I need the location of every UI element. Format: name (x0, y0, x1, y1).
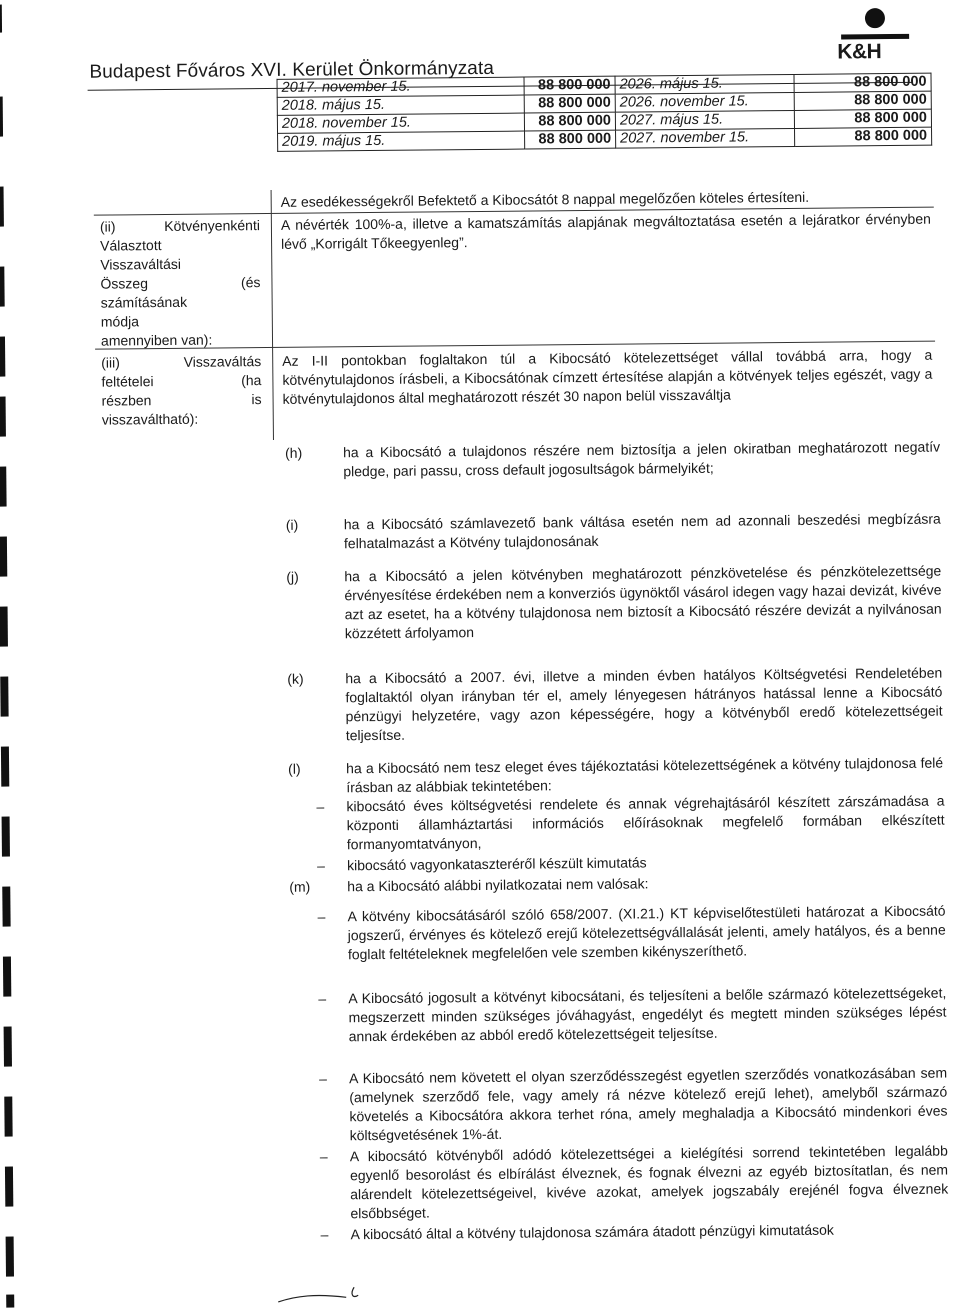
section-iii-label-line: visszaváltható): (101, 410, 199, 428)
schedule-date: 2026. november 15. (615, 92, 794, 112)
list-item (288, 754, 943, 798)
scan-mark (0, 5, 2, 33)
schedule-amount: 88 800 000 (795, 127, 932, 146)
section-ii-label-line: amennyiben van): (100, 331, 213, 349)
item-key: (i) (285, 516, 299, 533)
item-key: (l) (288, 760, 301, 777)
scan-mark (2, 817, 10, 857)
item-text: ha a Kibocsátó a jelen kötvényben meghatározott pénzkövetelése és pénzkötelezettsége érvényesítése érdekében nem a konverziós ügynöktől vásárol idegen vagy hazai devizát, kivéve azt az esetet, ha a kötvény tulajdonosa nem biztosít a Kibocsátó részére devizát a nyilvánosan közzétett árfolyamon (344, 562, 942, 642)
signature-mark (276, 1283, 396, 1305)
schedule-date: 2026. május 15. (615, 74, 794, 94)
schedule-body (277, 73, 932, 151)
schedule-amount: 88 800 000 (524, 76, 615, 95)
section-iii-label-line: részben is (101, 391, 262, 409)
scan-mark (0, 677, 8, 717)
dash-marker: – (316, 857, 325, 874)
list-item (316, 792, 945, 855)
schedule-date: 2018. november 15. (277, 113, 524, 133)
section-iii-label-line: feltételei (ha (101, 372, 262, 390)
scan-mark (0, 187, 4, 227)
list-item (319, 1064, 948, 1146)
scan-mark (4, 1027, 12, 1067)
schedule-amount: 88 800 000 (794, 109, 931, 128)
section-ii-label-line: módja (100, 313, 140, 330)
schedule-date: 2027. november 15. (616, 128, 795, 148)
bullet-text: kibocsátó vagyonkataszteréről készült kimutatás (346, 854, 647, 874)
schedule-date: 2019. május 15. (278, 131, 525, 151)
schedule-amount: 88 800 000 (524, 112, 615, 131)
bank-logo (829, 6, 920, 69)
scan-mark (0, 267, 5, 307)
dash-marker: – (317, 908, 326, 925)
item-text: ha a Kibocsátó a 2007. évi, illetve a minden évben hatályos Költségvetési Rendeletében foglaltaktól olyan irányban tér el, amely lényegesen hátrányos hatással lenne a Kibocsátó pénzügyi helyzetére, vagy azon képességére, hogy a kötvényből eredő kötelezettségeit teljesítse. (345, 664, 943, 744)
list-item (289, 872, 944, 897)
section-iii-label (101, 352, 262, 430)
schedule-date: 2027. május 15. (615, 110, 794, 130)
logo-text: K&H (837, 40, 882, 64)
bullet-text: A Kibocsátó nem követett el olyan szerződésszegést egyetlen szerződés vonatkozásában sem (amelynek szerződő fele, vagy amely rá nézve kötelező erejű lehet), amelyből származó követelés a Kibocsátóra akkora terhet róna, amely meghaladja a Kibocsátó mindenkori éves költségvetésének 1%-át. (349, 1064, 948, 1144)
schedule-amount: 88 800 000 (794, 73, 931, 92)
item-text: ha a Kibocsátó nem tesz eleget éves tájékoztatási kötelezettségének a kötvény tulajdonosa felé írásban az alábbiak tekintetében: (346, 754, 944, 796)
logo-ball-icon (865, 8, 885, 28)
dash-marker: – (316, 798, 325, 815)
list-item (286, 510, 941, 554)
page-title: Budapest Főváros XVI. Kerület Önkormányzata (89, 57, 495, 83)
list-item (317, 902, 946, 965)
scan-mark (5, 1167, 13, 1207)
scan-marks (0, 0, 954, 5)
list-item (287, 664, 943, 746)
item-text: ha a Kibocsátó a tulajdonos részére nem biztosítja a jelen okiratban meghatározott negatív pledge, pari passu, cross default jogosultságok bármelyikét; (343, 438, 941, 480)
form-divider (271, 190, 274, 440)
list-item (321, 1220, 949, 1245)
bullet-text: A kibocsátó kötvényből adódó kötelezettségei a kielégítési sorrend tekintetében legalább egyenlő besorolást és elbírálást élveznek, és fognak élvezni az egyéb biztosítatlan, és nem alárendelt kötelezettségeivel, kivéve azokat, amelyek jogszabály erejénél fogva élveznek elsőbbséget. (349, 1142, 949, 1222)
scan-mark (0, 537, 7, 577)
dash-marker: – (320, 1226, 329, 1243)
scan-mark (0, 337, 5, 377)
section-ii-label-line: Választott (100, 237, 162, 254)
schedule-amount: 88 800 000 (524, 94, 615, 113)
bullet-text: A Kibocsátó jogosult a kötvényt kibocsátani, és teljesíteni a belőle származó kötelezettségeket, megszerzett minden szükséges jóváhagyást, engedélyt és megtett minden szükséges lépést annak érdekében az abból eredő kötelezettségeit teljesítse. (348, 984, 947, 1045)
item-key: (j) (286, 568, 299, 585)
item-key: (h) (285, 444, 303, 461)
list-item (318, 984, 947, 1047)
section-ii-label-line: számításának (100, 293, 188, 311)
list-item (285, 438, 940, 482)
list-item (320, 1142, 949, 1224)
schedule-date: 2018. május 15. (277, 95, 524, 115)
scan-mark (0, 467, 7, 507)
scan-mark (0, 397, 6, 437)
bullet-text: kibocsátó éves költségvetési rendelete és annak végrehajtásáról készített zárszámadása a központi államháztartási információs előírásoknak megfelelő formában elkészített formanyomtatványon, (346, 792, 945, 853)
section-ii-label-line: (ii) Kötvényenkénti (99, 217, 260, 235)
section-iii-label-line: (iii) Visszaváltás (101, 353, 262, 371)
list-item (286, 562, 942, 644)
section-ii-label (100, 216, 261, 351)
scan-mark (1, 747, 9, 787)
repayment-schedule-table (277, 73, 933, 152)
scan-mark (0, 607, 8, 647)
scan-mark (6, 1295, 14, 1308)
bullet-text: A kötvény kibocsátásáról szóló 658/2007. (XI.21.) KT képviselőtestületi határozat a Kibocsátó jogszerű, érvényes és kötelező erejű kötelezettségvállalását jelenti, amely hatályos, és a benne foglalt feltételeknek megfelelően vele szemben kikényszeríthető. (347, 902, 946, 963)
bullet-text: A kibocsátó által a kötvény tulajdonosa számára átadott pénzügyi kimutatások (350, 1221, 834, 1243)
dash-marker: – (319, 1148, 328, 1165)
scan-mark (0, 97, 3, 137)
item-text: ha a Kibocsátó számlavezető bank váltása esetén nem ad azonnali beszedési megbízásra felhatalmazást a Kötvény tulajdonosának (343, 510, 941, 552)
item-key: (k) (287, 670, 304, 687)
schedule-amount: 88 800 000 (525, 130, 616, 149)
scan-mark (4, 1097, 12, 1137)
schedule-amount: 88 800 000 (794, 91, 931, 110)
notice-text: Az esedékességekről Befektető a Kibocsátót 8 nappal megelőzően köteles értesíteni. (280, 188, 810, 210)
schedule-date: 2017. november 15. (277, 77, 524, 97)
dash-marker: – (318, 990, 327, 1007)
dash-marker: – (319, 1070, 327, 1087)
logo-bar-icon (841, 34, 909, 40)
section-ii-text: A névérték 100%-a, illetve a kamatszámítás alapjának megváltoztatása esetén a lejáratkor érvényben lévő „Korrigált Tőkeegyenleg”. (280, 210, 931, 252)
scan-mark (2, 887, 10, 927)
section-ii-label-line: Összeg (és (100, 274, 261, 292)
section-iii-intro: Az I-II pontokban foglaltakon túl a Kibocsátó kötelezettséget vállal továbbá arra, hogy a kötvénytulajdonos írásbeli, a Kibocsátónak címzett értesítése alapján a kötvények teljes egészét, vagy a kötvénytulajdonos által meghatározott részét 30 napon belül visszaváltja (282, 346, 933, 407)
scan-mark (3, 957, 11, 997)
item-key: (m) (289, 878, 311, 895)
section-ii-label-line: Visszaváltási (100, 255, 182, 273)
item-text: ha a Kibocsátó alábbi nyilatkozatai nem valósak: (347, 875, 649, 895)
scan-mark (6, 1237, 14, 1277)
